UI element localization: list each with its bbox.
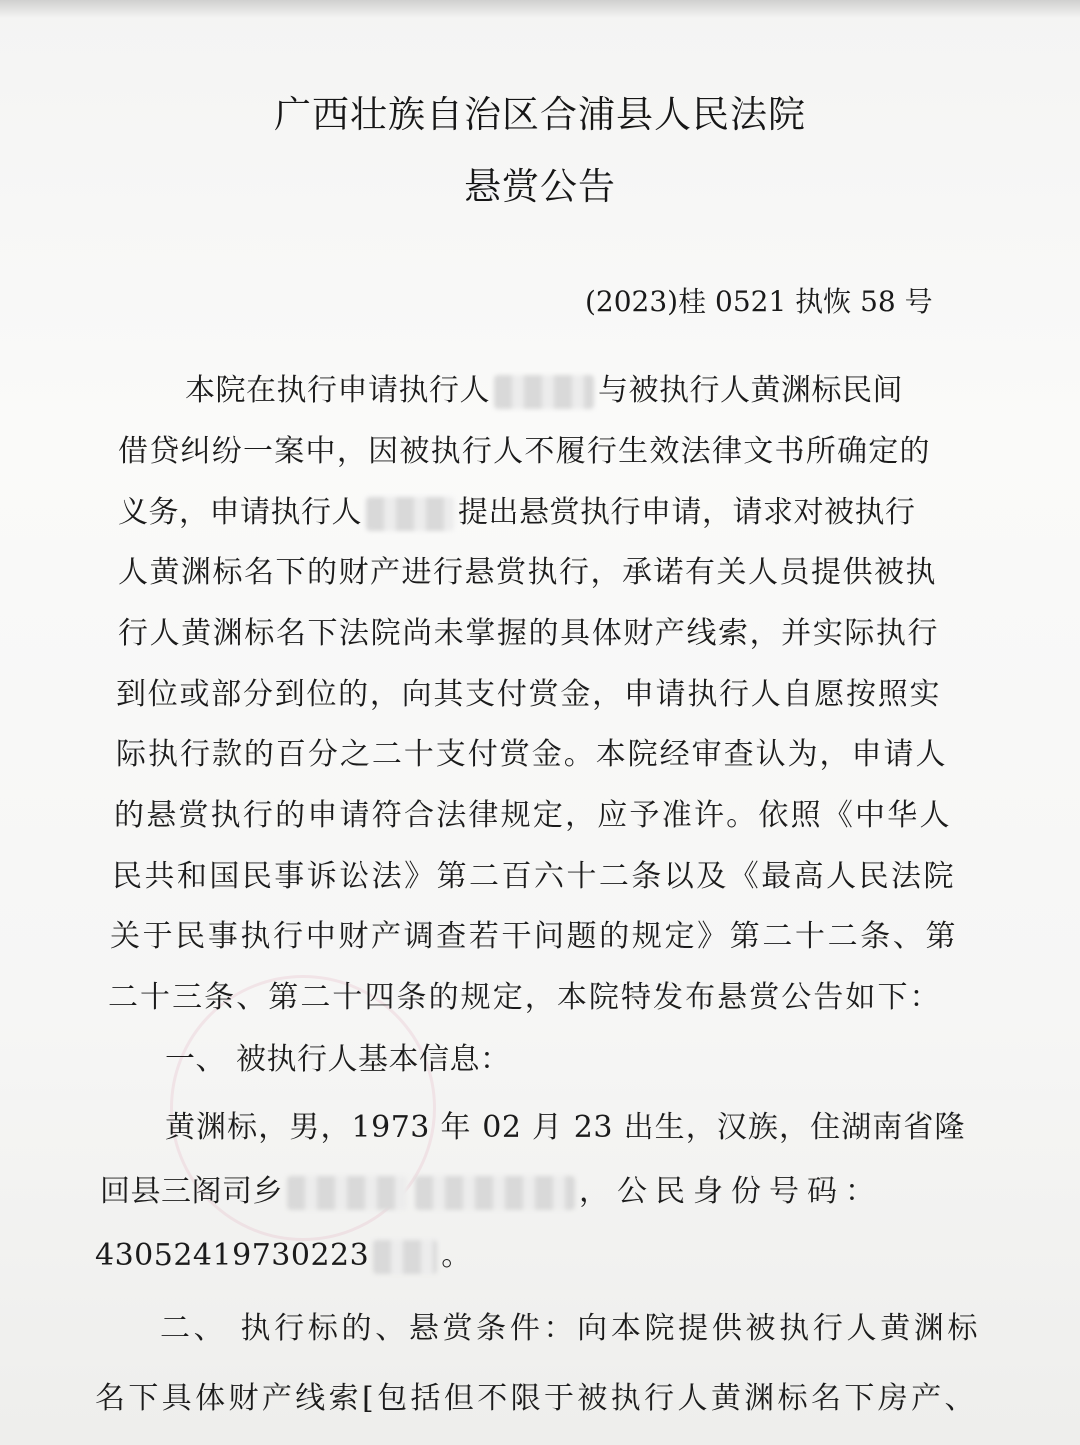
paragraph1-line8: 的悬赏执行的申请符合法律规定，应予准许。依照《中华人 xyxy=(114,798,950,833)
section1-line3 xyxy=(95,1236,515,1276)
section2-line1: 二、 执行标的、悬赏条件：向本院提供被执行人黄渊标 xyxy=(160,1311,978,1346)
text-segment: 提出悬赏执行申请，请求对被执行 xyxy=(458,495,916,530)
paragraph1-line5: 行人黄渊标名下法院尚未掌握的具体财产线索，并实际执行 xyxy=(118,616,938,651)
page-top-shadow xyxy=(0,0,1080,18)
paragraph1-line9: 民共和国民事诉讼法》第二百六十二条以及《最高人民法院 xyxy=(112,859,954,894)
section1-line2 xyxy=(100,1172,970,1212)
text-segment: 与被执行人黄渊标民间 xyxy=(598,373,903,408)
case-number: (2023)桂 0521 执恢 58 号 xyxy=(585,285,933,318)
redacted-address xyxy=(287,1176,407,1210)
paragraph1-line6: 到位或部分到位的，向其支付赏金，申请执行人自愿按照实 xyxy=(116,677,940,712)
text-segment: 回县三阁司乡 xyxy=(100,1174,283,1209)
paragraph1-line2: 借贷纠纷一案中，因被执行人不履行生效法律文书所确定的 xyxy=(118,434,930,469)
text-segment: 本院在执行申请执行人 xyxy=(185,373,490,408)
text-segment: 义务，申请执行人 xyxy=(118,495,362,530)
paragraph1-line4: 人黄渊标名下的财产进行悬赏执行，承诺有关人员提供被执 xyxy=(118,555,936,590)
redacted-address xyxy=(415,1176,575,1210)
paragraph1-line10: 关于民事执行中财产调查若干问题的规定》第二十二条、第 xyxy=(110,919,956,954)
text-segment: 。 xyxy=(441,1238,472,1273)
redacted-id-digits xyxy=(373,1240,437,1274)
paragraph1-line3 xyxy=(118,493,930,533)
paragraph1-line1 xyxy=(185,371,925,411)
section1-heading: 一、 被执行人基本信息： xyxy=(165,1042,511,1077)
section1-line1: 黄渊标，男，1973 年 02 月 23 出生，汉族，住湖南省隆 xyxy=(165,1110,965,1145)
paragraph1-line7: 际执行款的百分之二十支付赏金。本院经审查认为，申请人 xyxy=(116,737,946,772)
redacted-name xyxy=(366,497,454,531)
section2-line2: 名下具体财产线索[包括但不限于被执行人黄渊标名下房产、 xyxy=(95,1381,975,1416)
paragraph1-line11: 二十三条、第二十四条的规定，本院特发布悬赏公告如下： xyxy=(108,980,940,1015)
text-segment: 43052419730223 xyxy=(95,1238,370,1273)
court-name-title: 广西壮族自治区合浦县人民法院 xyxy=(274,93,806,136)
notice-title: 悬赏公告 xyxy=(464,165,616,208)
text-segment: ，公民身份号码： xyxy=(579,1174,883,1209)
redacted-name xyxy=(494,375,594,409)
